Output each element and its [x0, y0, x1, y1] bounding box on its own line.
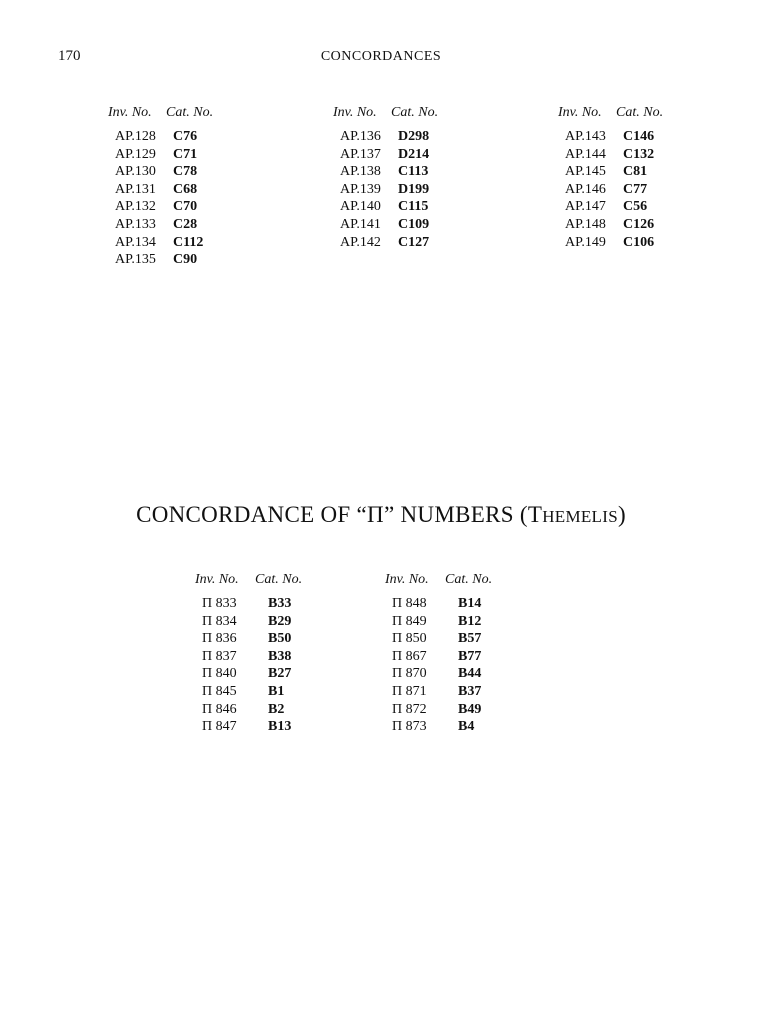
- inventory-number: AP.144: [565, 146, 606, 162]
- concordance-row: [195, 613, 302, 631]
- catalogue-number: C90: [173, 252, 198, 268]
- catalogue-number: B37: [458, 683, 482, 699]
- concordance-row: [558, 181, 663, 199]
- concordance-row: [385, 613, 492, 631]
- concordance-row: [333, 234, 438, 252]
- ap-column-2: [333, 105, 438, 251]
- concordance-row: [195, 683, 302, 701]
- inventory-number: Π 848: [392, 596, 427, 611]
- inventory-number: AP.134: [115, 234, 156, 250]
- column-header: [108, 105, 213, 121]
- cat-no-header: Cat. No.: [391, 105, 439, 120]
- inventory-number: Π 872: [392, 701, 427, 717]
- concordance-row: [385, 630, 492, 648]
- cat-no-header: Cat. No.: [166, 105, 214, 120]
- inventory-number: AP.147: [565, 199, 606, 215]
- inv-no-header: Inv. No.: [108, 105, 152, 120]
- inventory-number: AP.148: [565, 216, 606, 232]
- catalogue-number: B1: [268, 683, 285, 699]
- concordance-row: [195, 718, 302, 736]
- concordance-row: [108, 128, 213, 146]
- catalogue-number: C112: [173, 234, 204, 250]
- concordance-row: [558, 216, 663, 234]
- inv-no-header: Inv. No.: [385, 572, 429, 587]
- inventory-number: AP.137: [340, 146, 381, 162]
- concordance-row: [108, 234, 213, 252]
- inventory-number: Π 833: [202, 596, 237, 611]
- catalogue-number: C126: [623, 216, 655, 232]
- inv-no-header: Inv. No.: [195, 572, 239, 587]
- concordance-row: [195, 665, 302, 683]
- concordance-row: [385, 718, 492, 736]
- catalogue-number: D199: [398, 181, 430, 197]
- catalogue-number: C77: [623, 181, 648, 197]
- concordance-row: [333, 128, 438, 146]
- section-title-main: CONCORDANCE OF “Π” NUMBERS (: [136, 502, 528, 527]
- catalogue-number: D214: [398, 146, 430, 162]
- catalogue-number: C68: [173, 181, 198, 197]
- section-title: [0, 502, 762, 528]
- ap-column-1: [108, 105, 213, 269]
- concordance-row: [558, 163, 663, 181]
- catalogue-number: B44: [458, 666, 482, 682]
- inventory-number: Π 845: [202, 683, 237, 699]
- catalogue-number: C76: [173, 129, 198, 144]
- concordance-row: [333, 181, 438, 199]
- catalogue-number: C146: [623, 129, 655, 144]
- inventory-number: Π 836: [202, 631, 237, 647]
- concordance-row: [108, 163, 213, 181]
- inventory-number: AP.140: [340, 199, 381, 215]
- concordance-row: [385, 595, 492, 613]
- inventory-number: AP.145: [565, 164, 606, 180]
- cat-no-header: Cat. No.: [445, 572, 493, 587]
- inventory-number: AP.130: [115, 164, 156, 180]
- inventory-number: Π 837: [202, 648, 237, 664]
- cat-no-header: Cat. No.: [616, 105, 664, 120]
- concordance-row: [195, 630, 302, 648]
- concordance-row: [385, 701, 492, 719]
- concordance-row: [558, 128, 663, 146]
- catalogue-number: B77: [458, 648, 482, 664]
- concordance-row: [385, 665, 492, 683]
- inv-no-header: Inv. No.: [333, 105, 377, 120]
- concordance-row: [195, 701, 302, 719]
- inventory-number: Π 840: [202, 666, 237, 682]
- inventory-number: AP.142: [340, 234, 381, 250]
- pi-column-2: [385, 572, 492, 736]
- catalogue-number: C78: [173, 164, 198, 180]
- pi-column-1: [195, 572, 302, 736]
- ap-column-3: [558, 105, 663, 251]
- inventory-number: AP.135: [115, 252, 156, 268]
- catalogue-number: B4: [458, 719, 475, 735]
- running-head: CONCORDANCES: [320, 49, 442, 64]
- concordance-row: [333, 163, 438, 181]
- inventory-number: Π 850: [392, 631, 427, 647]
- catalogue-number: B50: [268, 631, 292, 647]
- catalogue-number: D298: [398, 129, 430, 144]
- catalogue-number: B27: [268, 666, 292, 682]
- concordance-row: [108, 216, 213, 234]
- concordance-row: [333, 216, 438, 234]
- inventory-number: AP.139: [340, 181, 381, 197]
- inventory-number: Π 849: [392, 613, 427, 629]
- cat-no-header: Cat. No.: [255, 572, 303, 587]
- catalogue-number: B33: [268, 596, 292, 611]
- column-header: [333, 105, 438, 121]
- inventory-number: AP.129: [115, 146, 156, 162]
- inventory-number: AP.141: [340, 216, 381, 232]
- column-header: [195, 572, 302, 588]
- concordance-row: [108, 198, 213, 216]
- concordance-row: [108, 146, 213, 164]
- inventory-number: AP.138: [340, 164, 381, 180]
- concordance-row: [195, 595, 302, 613]
- catalogue-number: C115: [398, 199, 429, 215]
- catalogue-number: B38: [268, 648, 292, 664]
- concordance-row: [558, 146, 663, 164]
- inventory-number: Π 846: [202, 701, 237, 717]
- inventory-number: AP.133: [115, 216, 156, 232]
- concordance-row: [333, 198, 438, 216]
- inventory-number: Π 871: [392, 683, 427, 699]
- catalogue-number: C106: [623, 234, 655, 250]
- inventory-number: AP.131: [115, 181, 156, 197]
- catalogue-number: B13: [268, 719, 292, 735]
- catalogue-number: B49: [458, 701, 482, 717]
- column-header: [385, 572, 492, 588]
- concordance-row: [195, 648, 302, 666]
- inventory-number: AP.149: [565, 234, 606, 250]
- catalogue-number: C70: [173, 199, 198, 215]
- catalogue-number: B57: [458, 631, 482, 647]
- inventory-number: Π 834: [202, 613, 237, 629]
- inventory-number: Π 867: [392, 648, 427, 664]
- concordance-row: [558, 198, 663, 216]
- catalogue-number: B14: [458, 596, 482, 611]
- catalogue-number: C109: [398, 216, 430, 232]
- catalogue-number: B29: [268, 613, 292, 629]
- catalogue-number: C113: [398, 164, 429, 180]
- section-title-close: ): [617, 502, 626, 527]
- concordance-row: [333, 146, 438, 164]
- catalogue-number: B12: [458, 613, 482, 629]
- inv-no-header: Inv. No.: [558, 105, 602, 120]
- concordance-row: [108, 251, 213, 269]
- concordance-row: [108, 181, 213, 199]
- concordance-row: [385, 648, 492, 666]
- catalogue-number: B2: [268, 701, 285, 717]
- inventory-number: AP.143: [565, 129, 606, 144]
- page-number: 170: [58, 48, 81, 64]
- inventory-number: AP.132: [115, 199, 156, 215]
- inventory-number: Π 870: [392, 666, 427, 682]
- catalogue-number: C71: [173, 146, 198, 162]
- catalogue-number: C56: [623, 199, 648, 215]
- concordance-row: [558, 234, 663, 252]
- catalogue-number: C132: [623, 146, 655, 162]
- section-title-small-cap-initial: T: [527, 502, 543, 527]
- inventory-number: Π 847: [202, 719, 237, 735]
- inventory-number: AP.128: [115, 129, 156, 144]
- column-header: [558, 105, 663, 121]
- inventory-number: Π 873: [392, 719, 427, 735]
- catalogue-number: C127: [398, 234, 430, 250]
- concordance-row: [385, 683, 492, 701]
- catalogue-number: C28: [173, 216, 198, 232]
- catalogue-number: C81: [623, 164, 648, 180]
- section-title-small-caps: HEMELIS: [542, 507, 618, 526]
- inventory-number: AP.136: [340, 129, 381, 144]
- inventory-number: AP.146: [565, 181, 606, 197]
